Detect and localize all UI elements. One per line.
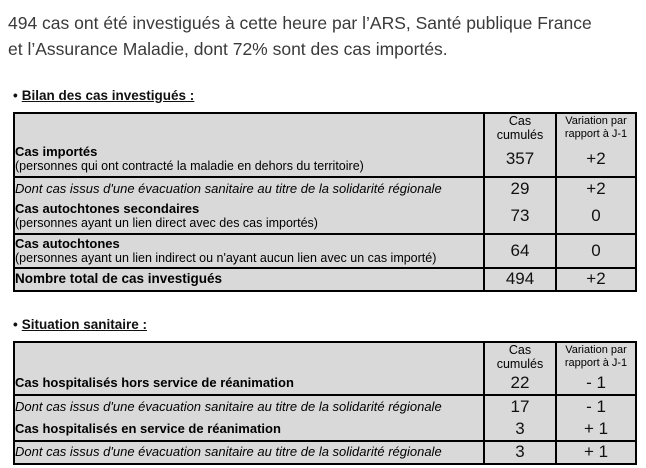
table-bilan-cas-investigues	[13, 112, 637, 292]
cumulative-value: 17	[484, 395, 556, 418]
row-label-sub: (personnes ayant un lien indirect ou n'ayant aucun lien avec un cas importé)	[15, 250, 437, 265]
variation-value: +2	[556, 177, 636, 200]
bullet-icon: •	[13, 87, 18, 103]
row-label: Cas hospitalisés hors service de réanimation	[14, 372, 484, 395]
variation-value: - 1	[556, 372, 636, 395]
row-label: Dont cas issus d'une évacuation sanitaire au titre de la solidarité régionale	[15, 180, 442, 196]
row-label	[14, 234, 484, 268]
cumulative-value: 357	[484, 143, 556, 177]
table-row	[14, 200, 636, 234]
section-heading-label: Bilan des cas investigués :	[21, 87, 195, 103]
section-heading-bilan	[13, 88, 646, 103]
intro-paragraph	[8, 10, 640, 63]
table-row-total	[14, 268, 636, 291]
header-cas-cumules: Cas cumulés	[484, 342, 556, 372]
variation-value: + 1	[556, 441, 636, 464]
variation-value: +2	[556, 143, 636, 177]
variation-value: 0	[556, 200, 636, 234]
bullet-icon: •	[13, 316, 18, 332]
row-label: Dont cas issus d'une évacuation sanitaire au titre de la solidarité régionale	[15, 398, 442, 414]
table-row	[14, 395, 636, 418]
table-header-row	[14, 113, 636, 143]
table-row	[14, 177, 636, 200]
header-empty-cell	[14, 342, 484, 372]
table-row	[14, 143, 636, 177]
header-empty-cell	[14, 113, 484, 143]
variation-value: - 1	[556, 395, 636, 418]
intro-line-1: 494 cas ont été investigués à cette heure par l’ARS, Santé publique France	[8, 13, 592, 33]
row-label: Dont cas issus d'une évacuation sanitaire au titre de la solidarité régionale	[15, 444, 442, 460]
header-variation: Variation par rapport à J-1	[556, 113, 636, 143]
cumulative-value: 3	[484, 418, 556, 441]
variation-value: + 1	[556, 418, 636, 441]
row-label: Nombre total de cas investigués	[15, 271, 223, 287]
section-heading-situation	[13, 317, 646, 332]
variation-value: +2	[556, 268, 636, 291]
table-header-row	[14, 342, 636, 372]
variation-value: 0	[556, 234, 636, 268]
cumulative-value: 494	[484, 268, 556, 291]
cumulative-value: 29	[484, 177, 556, 200]
row-label-sub: (personnes ayant un lien direct avec des cas importés)	[15, 216, 318, 231]
header-cas-cumules: Cas cumulés	[484, 113, 556, 143]
intro-line-2: et l’Assurance Maladie, dont 72% sont des cas importés.	[8, 39, 448, 60]
row-label	[14, 200, 484, 234]
row-label-main: Cas autochtones	[15, 235, 120, 251]
table-situation-sanitaire	[13, 341, 637, 465]
row-label-main: Cas autochtones secondaires	[15, 201, 200, 217]
row-label: Cas hospitalisés en service de réanimation	[14, 418, 484, 441]
cumulative-value: 73	[484, 200, 556, 234]
section-heading-label: Situation sanitaire :	[21, 316, 148, 332]
row-label-main: Cas importés	[15, 144, 98, 160]
row-label	[14, 143, 484, 177]
header-variation: Variation par rapport à J-1	[556, 342, 636, 372]
cumulative-value: 64	[484, 234, 556, 268]
cumulative-value: 3	[484, 441, 556, 464]
cumulative-value: 22	[484, 372, 556, 395]
table-row	[14, 234, 636, 268]
table-row	[14, 441, 636, 464]
table-row	[14, 418, 636, 441]
table-row	[14, 372, 636, 395]
row-label-sub: (personnes qui ont contracté la maladie en dehors du territoire)	[15, 159, 364, 174]
